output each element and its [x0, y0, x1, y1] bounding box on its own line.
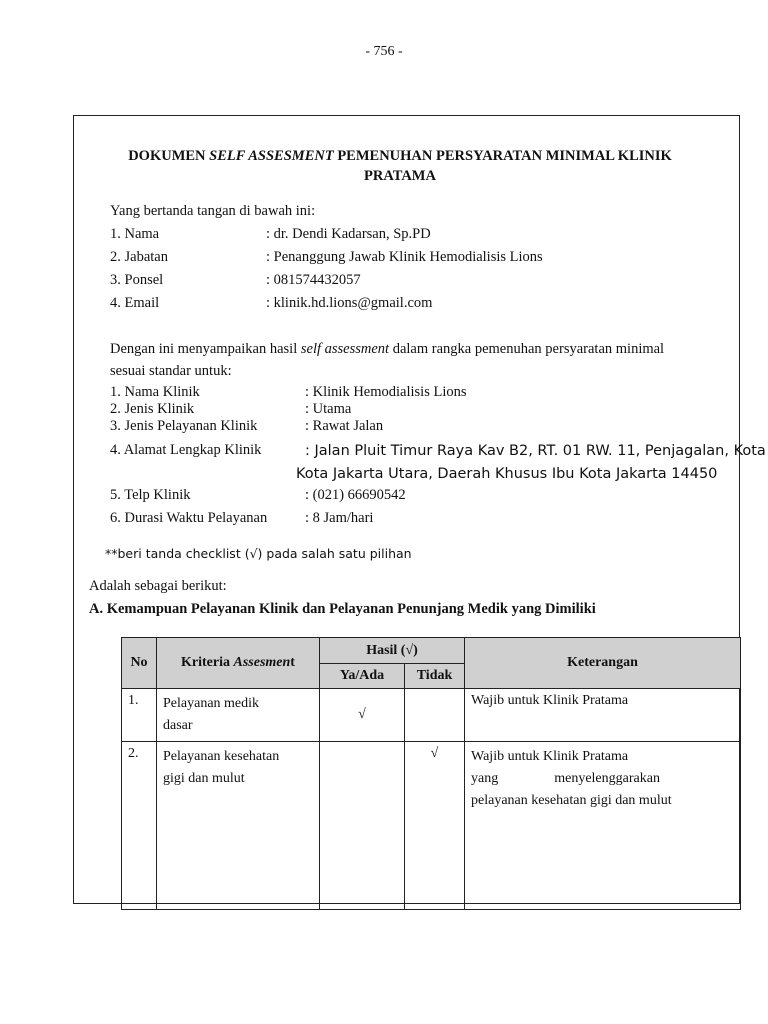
- header-kriteria: [157, 638, 320, 689]
- table-row: [122, 742, 741, 910]
- document-title: [90, 146, 710, 166]
- title-suffix: PEMENUHAN PERSYARATAN MINIMAL KLINIK: [337, 148, 672, 164]
- signer-value-jabatan: : Penanggung Jawab Klinik Hemodialisis Lions: [266, 249, 543, 265]
- page-number: - 756 -: [365, 44, 403, 59]
- adalah-text: Adalah sebagai berikut:: [89, 578, 227, 594]
- statement-italic: self assessment: [300, 341, 390, 357]
- clinic-label-alamat: 4. Alamat Lengkap Klinik: [110, 442, 262, 458]
- row-tidak-mark: [405, 689, 465, 742]
- statement-line1: [110, 341, 664, 358]
- clinic-value-pelayanan: : Rawat Jalan: [305, 418, 384, 434]
- row-no: 1.: [122, 689, 157, 742]
- clinic-label-telp: 5. Telp Klinik: [110, 487, 191, 503]
- clinic-value-nama: : Klinik Hemodialisis Lions: [305, 384, 467, 400]
- header-ya-ada: Ya/Ada: [320, 664, 405, 689]
- clinic-value-alamat: : Jalan Pluit Timur Raya Kav B2, RT. 01 RW. 11, Penjagalan, Kota: [305, 443, 766, 459]
- table-row: [122, 689, 741, 742]
- row-kriteria: [157, 742, 320, 910]
- signer-label-jabatan: 2. Jabatan: [110, 249, 168, 265]
- clinic-value-alamat-line2: Kota Jakarta Utara, Daerah Khusus Ibu Kota Jakarta 14450: [296, 466, 718, 482]
- statement-post: dalam rangka pemenuhan persyaratan minimal: [392, 341, 665, 357]
- clinic-value-jenis: : Utama: [305, 401, 352, 417]
- row-keterangan: [465, 742, 741, 910]
- title-italic: SELF ASSESMENT: [209, 148, 334, 164]
- row-kriteria-line2: gigi dan mulut: [163, 771, 245, 786]
- row-kriteria: [157, 689, 320, 742]
- row-no: 2.: [122, 742, 157, 910]
- title-prefix: DOKUMEN: [128, 148, 206, 164]
- statement-pre: Dengan ini menyampaikan hasil: [110, 341, 298, 357]
- header-keterangan: Keterangan: [465, 638, 741, 689]
- row-kriteria-line1: Pelayanan kesehatan: [163, 749, 280, 764]
- document-title-line2: PRATAMA: [364, 168, 436, 184]
- clinic-label-jenis: 2. Jenis Klinik: [110, 401, 195, 417]
- header-kriteria-prefix: Kriteria: [181, 655, 230, 670]
- row-keterangan-line2: yang menyelenggarakan: [471, 771, 660, 786]
- row-ya-mark: √: [320, 689, 405, 742]
- row-kriteria-line2: dasar: [163, 718, 193, 733]
- row-keterangan-line1: Wajib untuk Klinik Pratama: [471, 749, 629, 764]
- row-ya-mark: [320, 742, 405, 910]
- signer-label-email: 4. Email: [110, 295, 160, 311]
- header-hasil: Hasil (√): [320, 638, 465, 664]
- clinic-value-telp: : (021) 66690542: [305, 487, 406, 503]
- clinic-label-nama: 1. Nama Klinik: [110, 384, 200, 400]
- row-keterangan: [465, 689, 741, 742]
- signer-value-ponsel: : 081574432057: [266, 272, 361, 288]
- section-a-heading: A. Kemampuan Pelayanan Klinik dan Pelayanan Penunjang Medik yang Dimiliki: [89, 601, 596, 617]
- checklist-note: **beri tanda checklist (√) pada salah satu pilihan: [105, 546, 412, 561]
- clinic-label-durasi: 6. Durasi Waktu Pelayanan: [110, 510, 268, 526]
- criteria-table: [121, 637, 741, 910]
- row-kriteria-line1: Pelayanan medik: [163, 696, 260, 711]
- header-no: No: [122, 638, 157, 689]
- header-kriteria-suffix: t: [290, 655, 295, 670]
- signer-value-nama: : dr. Dendi Kadarsan, Sp.PD: [266, 226, 431, 242]
- header-tidak: Tidak: [405, 664, 465, 689]
- row-tidak-mark: √: [405, 742, 465, 910]
- statement-line2: sesuai standar untuk:: [110, 363, 232, 379]
- header-kriteria-italic: Assesmen: [233, 655, 291, 670]
- row-keterangan-line1: Wajib untuk Klinik Pratama: [471, 693, 629, 708]
- signer-label-nama: 1. Nama: [110, 226, 160, 242]
- signer-value-email: : klinik.hd.lions@gmail.com: [266, 295, 433, 311]
- signer-intro: Yang bertanda tangan di bawah ini:: [110, 203, 316, 219]
- row-keterangan-line3: pelayanan kesehatan gigi dan mulut: [471, 793, 672, 808]
- signer-label-ponsel: 3. Ponsel: [110, 272, 164, 288]
- clinic-label-pelayanan: 3. Jenis Pelayanan Klinik: [110, 418, 258, 434]
- clinic-value-durasi: : 8 Jam/hari: [305, 510, 374, 526]
